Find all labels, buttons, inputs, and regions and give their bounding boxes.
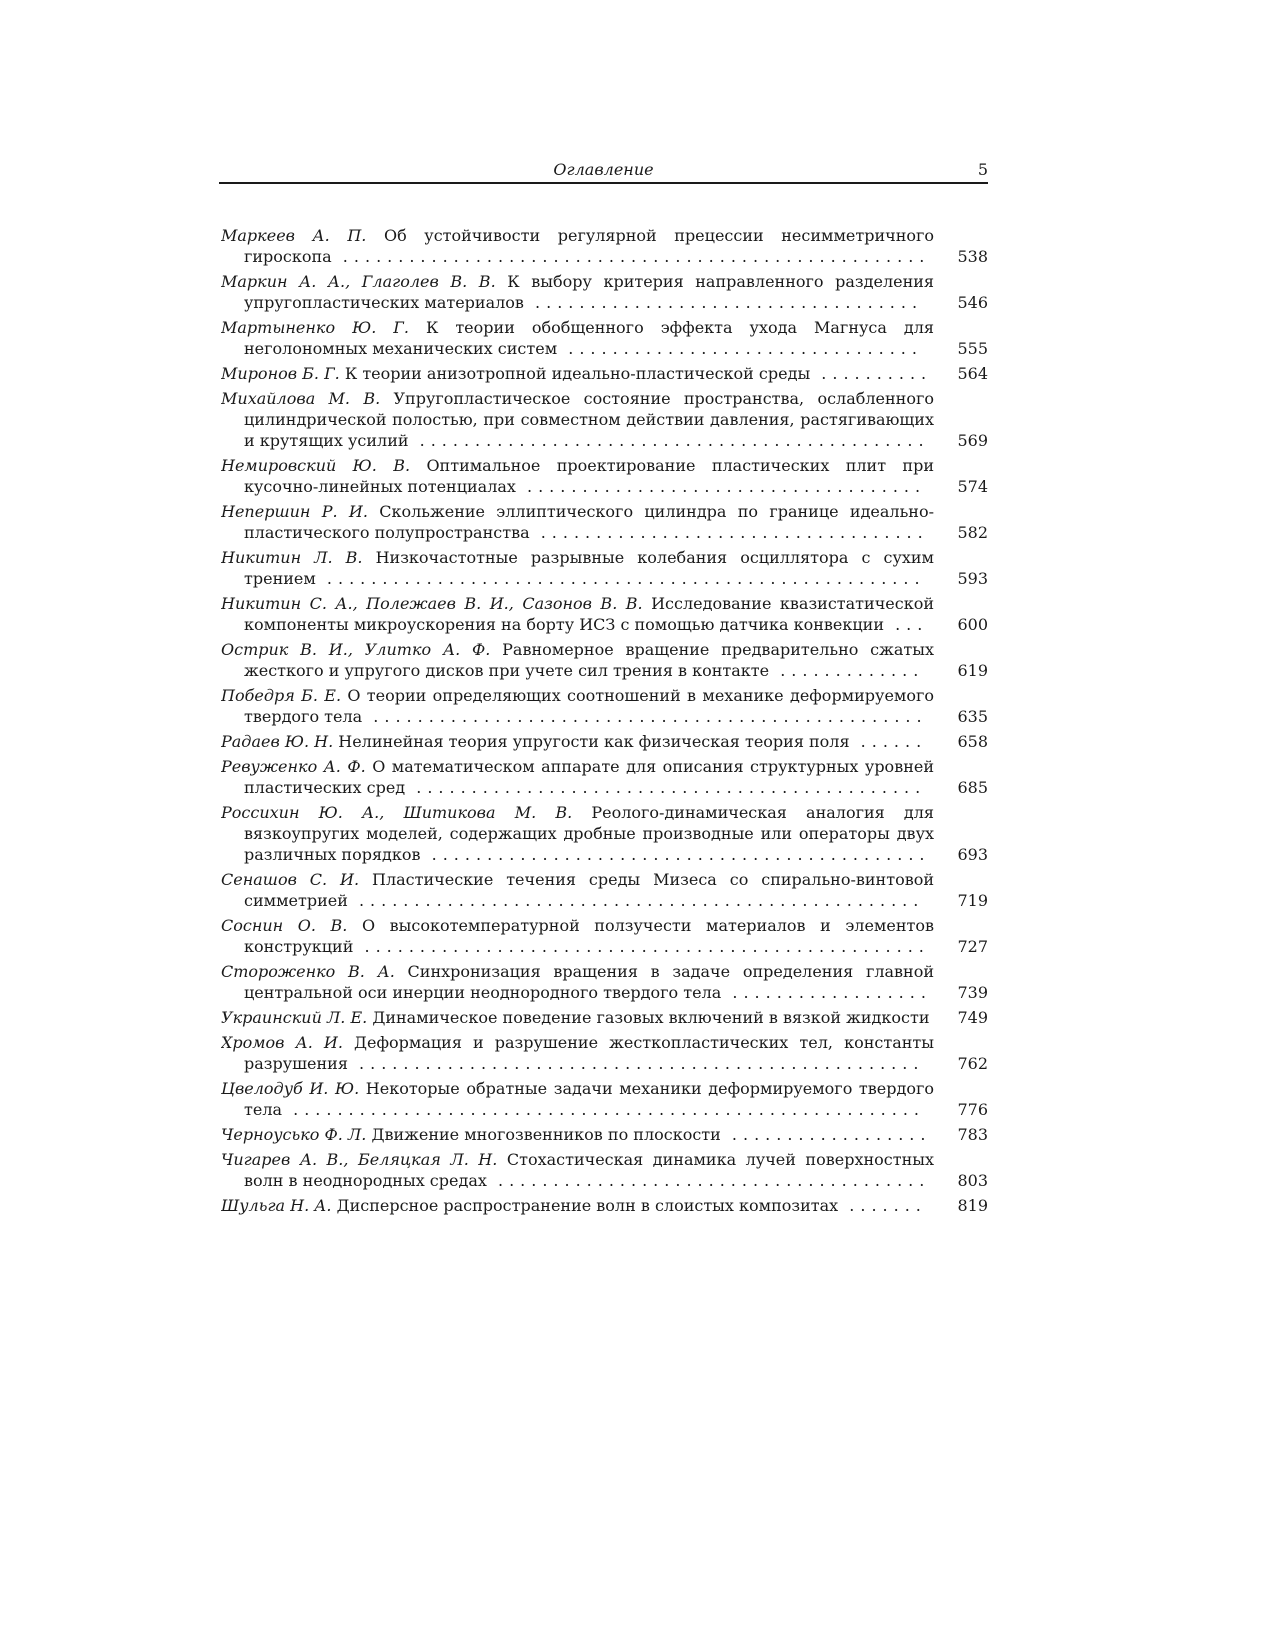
dot-leader: ................................................... bbox=[347, 1054, 925, 1073]
toc-title: Дисперсное распространение волн в слоистых композитах bbox=[336, 1196, 839, 1215]
toc-page-number: 593 bbox=[957, 569, 988, 588]
toc-authors: Никитин Л. В. bbox=[221, 548, 363, 567]
toc-entry-text bbox=[221, 271, 934, 313]
toc-entry-text bbox=[221, 961, 934, 1003]
toc-authors: Маркеев А. П. bbox=[221, 226, 367, 245]
toc-entry[interactable] bbox=[221, 317, 988, 359]
dot-leader: ...................................................... bbox=[315, 569, 926, 588]
dot-leader: ................................................... bbox=[347, 891, 925, 910]
toc-entry[interactable] bbox=[221, 685, 988, 727]
dot-leader: ....... bbox=[838, 1196, 927, 1215]
toc-entry-text bbox=[221, 915, 934, 957]
toc-title: Некоторые обратные задачи механики деформируемого твердого тела bbox=[244, 1079, 934, 1119]
toc-authors: Победря Б. Е. bbox=[221, 686, 342, 705]
toc-entry-text bbox=[221, 756, 934, 798]
toc-title: Движение многозвенников по плоскости bbox=[371, 1125, 721, 1144]
toc-entry-text bbox=[221, 547, 934, 589]
dot-leader: ................................... bbox=[523, 293, 924, 312]
toc-page-number: 635 bbox=[957, 707, 988, 726]
toc-entry[interactable] bbox=[221, 1032, 988, 1074]
toc-page-number: 693 bbox=[957, 845, 988, 864]
toc-page-number: 555 bbox=[957, 339, 988, 358]
toc-title: Упругопластическое состояние пространства, ослабленного цилиндрической полостью, при совместном действии давления, растягивающих и крутящих усилий bbox=[244, 389, 934, 450]
toc-title: О высокотемпературной ползучести материалов и элементов конструкций bbox=[244, 916, 934, 956]
toc-entry[interactable] bbox=[221, 271, 988, 313]
dot-leader: ... bbox=[883, 615, 929, 634]
toc-entry-text bbox=[221, 731, 934, 752]
toc-page-number: 600 bbox=[957, 615, 988, 634]
toc-entry[interactable] bbox=[221, 639, 988, 681]
toc-entry-text bbox=[221, 363, 934, 384]
toc-page-number: 569 bbox=[957, 431, 988, 450]
toc-title: Низкочастотные разрывные колебания осциллятора с сухим трением bbox=[244, 548, 934, 588]
toc-title: Деформация и разрушение жесткопластических тел, константы разрушения bbox=[244, 1033, 934, 1073]
toc-page-number: 582 bbox=[957, 523, 988, 542]
toc-authors: Черноусько Ф. Л. bbox=[221, 1125, 367, 1144]
toc-authors: Стороженко В. А. bbox=[221, 962, 395, 981]
toc-entry-text bbox=[221, 685, 934, 727]
toc-authors: Острик В. И., Улитко А. Ф. bbox=[221, 640, 491, 659]
toc-entry[interactable] bbox=[221, 1124, 988, 1145]
dot-leader: ................................... bbox=[529, 523, 929, 542]
toc-authors: Шульга Н. А. bbox=[221, 1196, 332, 1215]
dot-leader: .............................................. bbox=[408, 431, 930, 450]
toc-authors: Чигарев А. В., Беляцкая Л. Н. bbox=[221, 1150, 498, 1169]
toc-entry-text bbox=[221, 639, 934, 681]
running-title: Оглавление bbox=[553, 160, 654, 179]
toc-entry[interactable] bbox=[221, 455, 988, 497]
toc-page-number: 719 bbox=[957, 891, 988, 910]
page-number: 5 bbox=[977, 160, 988, 179]
toc-page-number: 803 bbox=[957, 1171, 988, 1190]
toc-title: Синхронизация вращения в задаче определения главной центральной оси инерции неоднородного твердого тела bbox=[244, 962, 934, 1002]
dot-leader: .................. bbox=[721, 983, 932, 1002]
toc-page-number: 739 bbox=[957, 983, 988, 1002]
toc-entry[interactable] bbox=[221, 1195, 988, 1216]
toc-page-number: 727 bbox=[957, 937, 988, 956]
toc-title: Реолого-динамическая аналогия для вязкоупругих моделей, содержащих дробные производные или операторы двух различных порядков bbox=[244, 803, 934, 864]
toc-entry[interactable] bbox=[221, 501, 988, 543]
toc-authors: Ревуженко А. Ф. bbox=[221, 757, 366, 776]
toc-title: Скольжение эллиптического цилиндра по границе идеально-пластического полупространства bbox=[244, 502, 934, 542]
dot-leader: ...... bbox=[849, 732, 928, 751]
page-header bbox=[219, 158, 988, 184]
toc-authors: Украинский Л. Е. bbox=[221, 1008, 368, 1027]
toc-entry-text bbox=[221, 1078, 934, 1120]
toc-entry-text bbox=[221, 501, 934, 543]
toc-entry[interactable] bbox=[221, 547, 988, 589]
toc-entry-text bbox=[221, 388, 934, 451]
toc-entry-text bbox=[221, 593, 934, 635]
toc-entry[interactable] bbox=[221, 388, 988, 451]
toc-title: Равномерное вращение предварительно сжатых жесткого и упругого дисков при учете сил трения в контакте bbox=[244, 640, 934, 680]
dot-leader: ................................................... bbox=[353, 937, 930, 956]
toc-entry[interactable] bbox=[221, 756, 988, 798]
dot-leader: .......... bbox=[810, 364, 933, 383]
toc-title: О математическом аппарате для описания структурных уровней пластических сред bbox=[244, 757, 934, 797]
toc-entry-text bbox=[221, 1149, 934, 1191]
toc-page-number: 574 bbox=[957, 477, 988, 496]
toc-authors: Немировский Ю. В. bbox=[221, 456, 411, 475]
toc-title: К выбору критерия направленного разделения упругопластических материалов bbox=[244, 272, 934, 312]
toc-authors: Хромов А. И. bbox=[221, 1033, 343, 1052]
toc-authors: Миронов Б. Г. bbox=[221, 364, 340, 383]
toc-title: Оптимальное проектирование пластических плит при кусочно-линейных потенциалах bbox=[244, 456, 934, 496]
toc-title: К теории обобщенного эффекта ухода Магнуса для неголономных механических систем bbox=[244, 318, 934, 358]
toc-page-number: 783 bbox=[957, 1125, 988, 1144]
dot-leader: .................. bbox=[720, 1125, 932, 1144]
toc-entry[interactable] bbox=[221, 961, 988, 1003]
toc-entry[interactable] bbox=[221, 1078, 988, 1120]
toc-entry-text bbox=[221, 802, 934, 865]
toc-page-number: 546 bbox=[957, 293, 988, 312]
toc-page-number: 619 bbox=[957, 661, 988, 680]
toc-authors: Никитин С. А., Полежаев В. И., Сазонов В. В. bbox=[221, 594, 643, 613]
toc-entry[interactable] bbox=[221, 1007, 988, 1028]
toc-authors: Россихин Ю. А., Шитикова М. В. bbox=[221, 803, 573, 822]
dot-leader: ............. bbox=[769, 661, 925, 680]
toc-title: Динамическое поведение газовых включений в вязкой жидкости bbox=[372, 1008, 930, 1027]
toc-entry-text bbox=[221, 1195, 934, 1216]
dot-leader: ................................ bbox=[557, 339, 923, 358]
toc-entry[interactable] bbox=[221, 731, 988, 752]
dot-leader: ......................................................... bbox=[282, 1100, 926, 1119]
toc-entry-text bbox=[221, 869, 934, 911]
toc-page-number: 685 bbox=[957, 778, 988, 797]
table-of-contents bbox=[221, 225, 988, 1220]
dot-leader: .................................... bbox=[515, 477, 927, 496]
toc-page-number: 564 bbox=[957, 364, 988, 383]
toc-entry-text bbox=[221, 1032, 934, 1074]
toc-entry[interactable] bbox=[221, 1149, 988, 1191]
toc-title: Исследование квазистатической компоненты микроускорения на борту ИСЗ с помощью датчика конвекции bbox=[244, 594, 934, 634]
toc-authors: Мартыненко Ю. Г. bbox=[221, 318, 409, 337]
dot-leader: ..................................................... bbox=[331, 247, 931, 266]
toc-authors: Цвелодуб И. Ю. bbox=[221, 1079, 360, 1098]
toc-entry[interactable] bbox=[221, 593, 988, 635]
toc-entry[interactable] bbox=[221, 869, 988, 911]
toc-authors: Маркин А. А., Глаголев В. В. bbox=[221, 272, 496, 291]
toc-authors: Михайлова М. В. bbox=[221, 389, 381, 408]
toc-page-number: 658 bbox=[957, 732, 988, 751]
toc-title: Об устойчивости регулярной прецессии несимметричного гироскопа bbox=[244, 226, 934, 266]
toc-authors: Радаев Ю. Н. bbox=[221, 732, 334, 751]
toc-title: Нелинейная теория упругости как физическая теория поля bbox=[338, 732, 850, 751]
toc-entry[interactable] bbox=[221, 363, 988, 384]
toc-authors: Соснин О. В. bbox=[221, 916, 348, 935]
toc-page-number: 776 bbox=[957, 1100, 988, 1119]
toc-entry-text bbox=[221, 1124, 934, 1145]
toc-page-number: 538 bbox=[957, 247, 988, 266]
dot-leader: ....................................... bbox=[486, 1171, 931, 1190]
toc-authors: Сенашов С. И. bbox=[221, 870, 360, 889]
dot-leader: .............................................. bbox=[405, 778, 927, 797]
dot-leader: ............................................. bbox=[420, 845, 931, 864]
toc-entry-text bbox=[221, 317, 934, 359]
toc-entry[interactable] bbox=[221, 915, 988, 957]
toc-page-number: 762 bbox=[957, 1054, 988, 1073]
toc-title: О теории определяющих соотношений в механике деформируемого твердого тела bbox=[244, 686, 934, 726]
toc-entry-text bbox=[221, 455, 934, 497]
toc-entry[interactable] bbox=[221, 802, 988, 865]
toc-authors: Непершин Р. И. bbox=[221, 502, 368, 521]
toc-page-number: 749 bbox=[957, 1008, 988, 1027]
toc-page-number: 819 bbox=[957, 1196, 988, 1215]
toc-entry[interactable] bbox=[221, 225, 988, 267]
toc-title: Стохастическая динамика лучей поверхностных волн в неоднородных средах bbox=[244, 1150, 934, 1190]
dot-leader: .................................................. bbox=[362, 707, 928, 726]
toc-title: Пластические течения среды Мизеса со спирально-винтовой симметрией bbox=[244, 870, 934, 910]
toc-title: К теории анизотропной идеально-пластической среды bbox=[344, 364, 811, 383]
toc-entry-text bbox=[221, 1007, 934, 1028]
toc-entry-text bbox=[221, 225, 934, 267]
